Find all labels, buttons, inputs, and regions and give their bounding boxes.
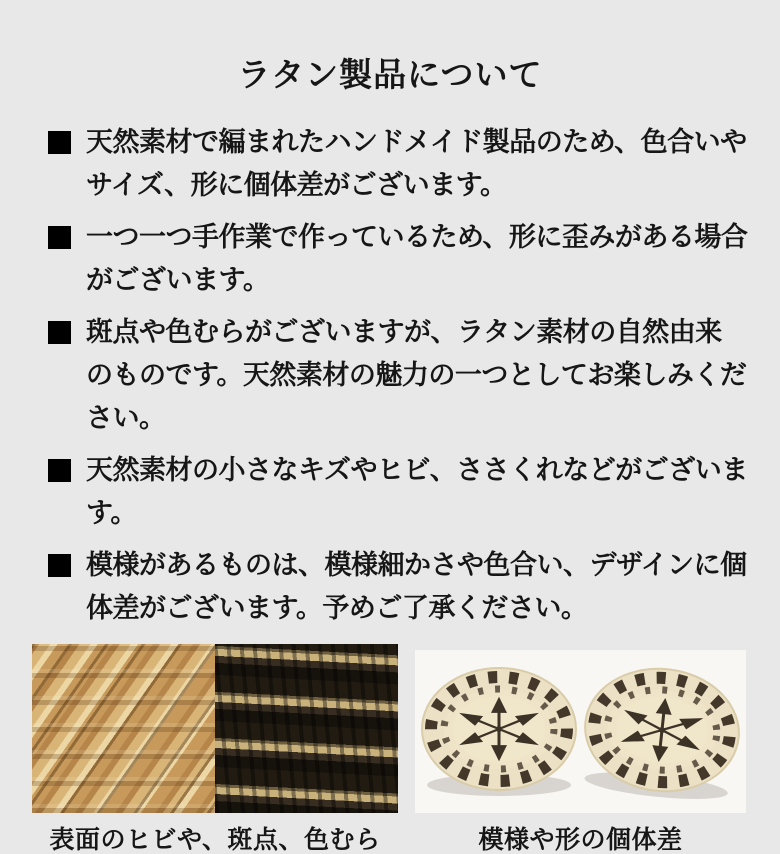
rattan-closeup-image (32, 644, 398, 813)
square-bullet-icon (48, 554, 71, 577)
square-bullet-icon (48, 131, 71, 154)
note-item (48, 121, 748, 207)
square-bullet-icon (48, 459, 71, 482)
dark-rattan-weave-image (215, 644, 398, 813)
note-text: 模様があるものは、模様細かさや色合い、デザインに個体差がございます。予めご了承ください。 (86, 550, 747, 624)
example-figures-row (32, 644, 746, 853)
note-text: 天然素材の小さなキズやヒビ、ささくれなどがございます。 (86, 455, 748, 529)
note-text: 斑点や色むらがございますが、ラタン素材の自然由来のものです。天然素材の魅力の一つとしてお楽しみください。 (86, 317, 747, 434)
note-text: 一つ一つ手作業で作っているため、形に歪みがある場合がございます。 (86, 222, 748, 296)
note-item (48, 449, 748, 535)
page-title: ラタン製品について (237, 56, 543, 94)
figure-caption: 表面のヒビや、斑点、色むら (49, 826, 381, 854)
light-rattan-weave-image (32, 644, 215, 813)
figure-pattern-variation (415, 650, 746, 853)
square-bullet-icon (48, 321, 71, 344)
note-item (48, 216, 748, 302)
rattan-plates-image (415, 650, 746, 813)
notes-list (48, 121, 748, 630)
note-item (48, 544, 748, 630)
note-text: 天然素材で編まれたハンドメイド製品のため、色合いやサイズ、形に個体差がございます。 (86, 127, 747, 201)
figure-caption: 模様や形の個体差 (478, 826, 683, 854)
square-bullet-icon (48, 226, 71, 249)
note-item (48, 311, 748, 440)
product-notice-panel (0, 22, 780, 854)
figure-surface-defects (32, 644, 398, 853)
